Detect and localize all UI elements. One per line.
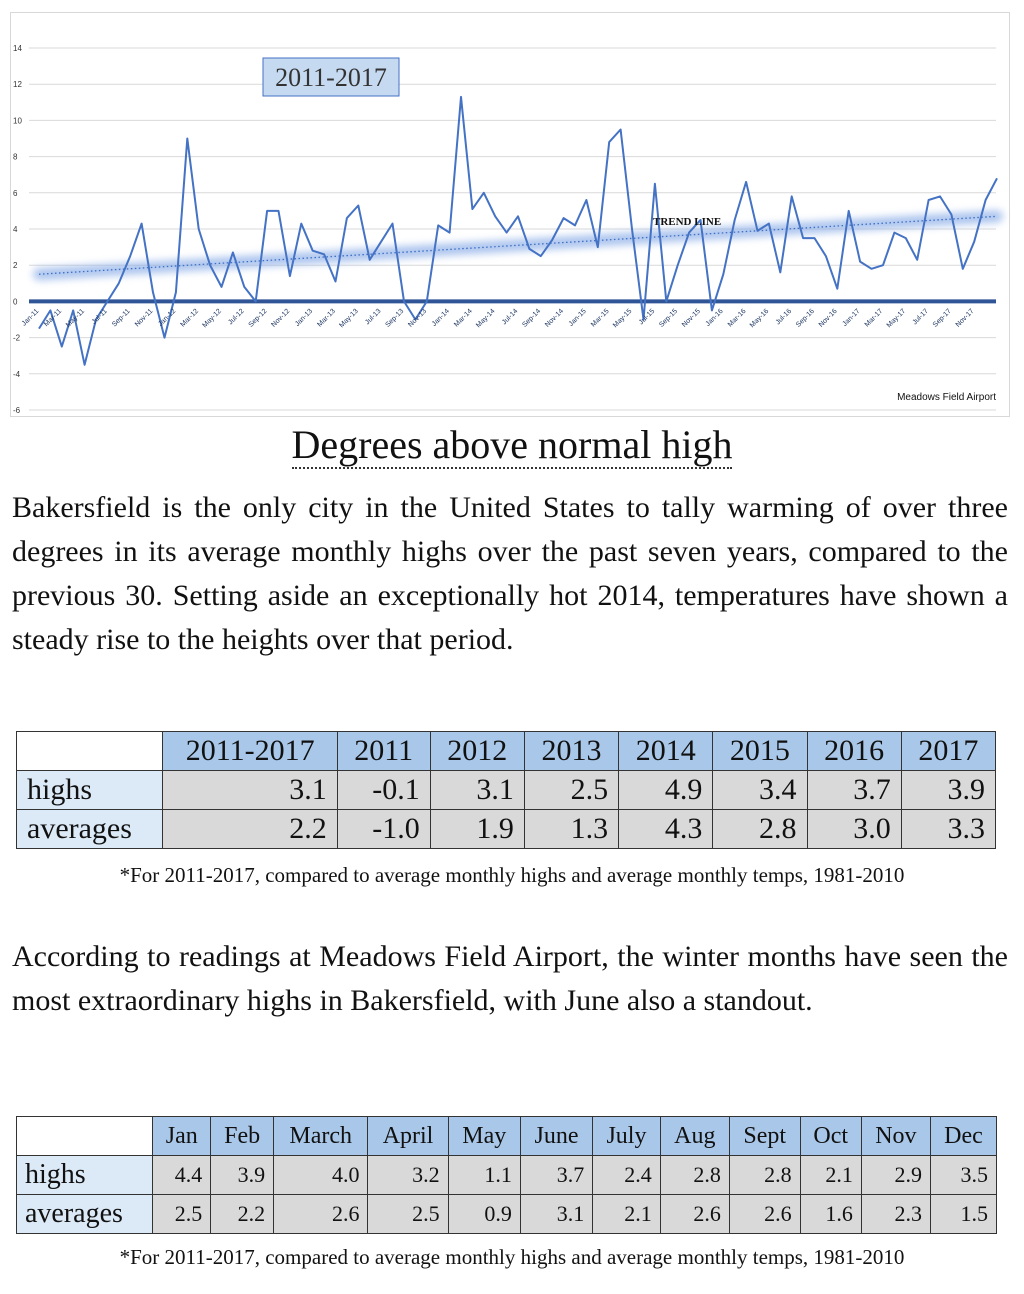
x-tick-label: Nov-15: [680, 307, 702, 329]
monthly-table-cell: 2.2: [211, 1195, 274, 1234]
monthly-table-cell: 3.1: [520, 1195, 592, 1234]
yearly-table-row-averages: [17, 810, 996, 849]
yearly-table-column-header: 2014: [619, 732, 713, 771]
yearly-table-row-highs: [17, 771, 996, 810]
y-tick-label: 0: [13, 297, 18, 307]
yearly-table-column-header: 2011: [337, 732, 430, 771]
x-tick-label: Mar-14: [453, 307, 474, 329]
monthly-table-body: [17, 1117, 997, 1234]
monthly-table-cell: 2.6: [729, 1195, 800, 1234]
x-tick-label: May-13: [338, 307, 360, 330]
yearly-table-column-header: 2013: [524, 732, 618, 771]
meadows-paragraph: According to readings at Meadows Field Airport, the winter months have seen the most extraordinary highs in Bakersfield, with June also a standout.: [12, 940, 1008, 1017]
yearly-table-cell: 4.9: [619, 771, 713, 810]
yearly-table-cell: -1.0: [337, 810, 430, 849]
yearly-table-column-header: 2015: [713, 732, 807, 771]
monthly-table-column-header: July: [593, 1117, 661, 1156]
x-tick-label: Mar-17: [863, 307, 885, 329]
x-tick-label: Jan-15: [567, 307, 588, 328]
monthly-table-cell: 4.4: [153, 1156, 211, 1195]
monthly-table-column-header: Dec: [930, 1117, 996, 1156]
y-tick-label: -4: [13, 369, 21, 379]
monthly-table-column-header: Oct: [800, 1117, 861, 1156]
x-tick-label: Nov-17: [954, 307, 976, 329]
x-tick-label: Nov-12: [270, 307, 292, 329]
monthly-table-column-header: March: [274, 1117, 368, 1156]
x-tick-label: May-15: [612, 307, 634, 330]
monthly-table-column-header: April: [368, 1117, 448, 1156]
yearly-table-cell: 1.9: [430, 810, 524, 849]
x-tick-label: Sep-13: [384, 307, 406, 329]
x-tick-label: May-17: [885, 307, 908, 330]
yearly-table-cell: 3.7: [807, 771, 901, 810]
x-tick-label: Jul-16: [774, 307, 794, 327]
y-tick-label: -2: [13, 333, 21, 343]
yearly-table-cell: -0.1: [337, 771, 430, 810]
yearly-table-corner-cell: [17, 732, 163, 771]
x-tick-label: May-16: [748, 307, 771, 330]
intro-paragraph: Bakersfield is the only city in the United States to tally warming of over three degrees in its average monthly highs over the past seven years, compared to the previous 30. Setting aside an exceptionally hot 2014, temperatures have shown a steady rise to the heights over that period.: [12, 491, 1008, 656]
y-tick-label: -6: [13, 406, 21, 415]
x-tick-label: Jan-14: [430, 307, 451, 328]
x-tick-label: Sep-16: [795, 307, 816, 329]
monthly-table-row-label: highs: [17, 1156, 153, 1195]
chart-caption-text: Degrees above normal high: [291, 422, 733, 467]
y-tick-label: 12: [13, 80, 22, 90]
monthly-table-column-header: Feb: [211, 1117, 274, 1156]
yearly-table-cell: 2.8: [713, 810, 807, 849]
monthly-table-cell: 1.6: [800, 1195, 861, 1234]
yearly-table-cell: 3.3: [901, 810, 995, 849]
chart-canvas: [11, 13, 1011, 418]
yearly-table-cell: 3.1: [430, 771, 524, 810]
x-tick-label: Sep-15: [658, 307, 680, 329]
yearly-table-cell: 3.9: [901, 771, 995, 810]
x-tick-label: Nov-14: [544, 307, 566, 329]
x-tick-label: Jan-16: [704, 307, 725, 328]
x-tick-label: Sep-12: [247, 307, 269, 329]
x-tick-label: Sep-11: [111, 307, 132, 329]
monthly-table-column-header: Sept: [729, 1117, 800, 1156]
monthly-table-row-highs: [17, 1156, 997, 1195]
monthly-table-header-row: [17, 1117, 997, 1156]
yearly-table-column-header: 2017: [901, 732, 995, 771]
monthly-table-column-header: Aug: [660, 1117, 729, 1156]
chart-caption: [0, 420, 1024, 470]
monthly-table-cell: 2.1: [800, 1156, 861, 1195]
yearly-table-body: [17, 732, 996, 849]
monthly-table-cell: 2.8: [660, 1156, 729, 1195]
y-tick-label: 2: [13, 261, 18, 271]
yearly-table-row-label: highs: [17, 771, 163, 810]
yearly-table-footnote: *For 2011-2017, compared to average monthly highs and average monthly temps, 1981-2010: [119, 863, 905, 887]
monthly-table: [16, 1116, 997, 1234]
monthly-table-column-header: Nov: [861, 1117, 930, 1156]
yearly-table-cell: 3.1: [163, 771, 337, 810]
y-tick-label: 10: [13, 116, 22, 126]
monthly-table-cell: 2.5: [153, 1195, 211, 1234]
monthly-table-cell: 3.9: [211, 1156, 274, 1195]
monthly-table-column-header: May: [448, 1117, 520, 1156]
source-label: Meadows Field Airport: [897, 392, 996, 403]
monthly-table-cell: 2.4: [593, 1156, 661, 1195]
monthly-table-cell: 2.6: [660, 1195, 729, 1234]
yearly-table-column-header: 2011-2017: [163, 732, 337, 771]
monthly-table-cell: 1.5: [930, 1195, 996, 1234]
yearly-table-cell: 4.3: [619, 810, 713, 849]
x-tick-label: Nov-16: [817, 307, 839, 329]
x-tick-label: Mar-12: [179, 307, 201, 329]
monthly-table-cell: 2.5: [368, 1195, 448, 1234]
monthly-table-column-header: Jan: [153, 1117, 211, 1156]
yearly-table-cell: 2.2: [163, 810, 337, 849]
yearly-table-cell: 1.3: [524, 810, 618, 849]
monthly-table-cell: 2.8: [729, 1156, 800, 1195]
y-tick-label: 8: [13, 152, 18, 162]
monthly-table-cell: 0.9: [448, 1195, 520, 1234]
x-tick-label: Mar-13: [316, 307, 337, 329]
x-tick-label: Jul-15: [637, 307, 657, 327]
x-tick-label: Jul-11: [90, 307, 109, 326]
yearly-table-header-row: [17, 732, 996, 771]
chart-title: 2011-2017: [275, 63, 387, 92]
x-tick-label: Jan-11: [20, 307, 41, 328]
monthly-table-cell: 2.6: [274, 1195, 368, 1234]
y-tick-label: 6: [13, 188, 18, 198]
monthly-table-cell: 2.1: [593, 1195, 661, 1234]
x-tick-label: Jul-14: [500, 307, 520, 327]
monthly-table-cell: 2.9: [861, 1156, 930, 1195]
monthly-table-cell: 1.1: [448, 1156, 520, 1195]
monthly-table-footnote: *For 2011-2017, compared to average monthly highs and average monthly temps, 1981-2010: [119, 1245, 905, 1269]
line-chart: [10, 12, 1010, 417]
monthly-table-cell: 3.7: [520, 1156, 592, 1195]
trend-line-label: TREND LINE: [653, 216, 722, 228]
x-tick-label: Jan-12: [157, 307, 178, 328]
yearly-table-cell: 3.4: [713, 771, 807, 810]
yearly-table-cell: 2.5: [524, 771, 618, 810]
monthly-table-row-averages: [17, 1195, 997, 1234]
x-tick-label: May-12: [201, 307, 223, 330]
yearly-table-cell: 3.0: [807, 810, 901, 849]
monthly-table-corner-cell: [17, 1117, 153, 1156]
monthly-table-cell: 4.0: [274, 1156, 368, 1195]
x-tick-label: Sep-14: [521, 307, 543, 329]
yearly-table: [16, 731, 996, 849]
x-tick-label: Jul-13: [364, 307, 383, 327]
monthly-table-row-label: averages: [17, 1195, 153, 1234]
x-tick-label: Sep-17: [931, 307, 953, 329]
yearly-table-column-header: 2016: [807, 732, 901, 771]
x-tick-label: May-11: [64, 307, 87, 329]
yearly-table-column-header: 2012: [430, 732, 524, 771]
x-tick-label: May-14: [475, 307, 497, 330]
monthly-table-cell: 3.5: [930, 1156, 996, 1195]
x-tick-label: Jan-13: [294, 307, 315, 328]
x-tick-label: Jul-12: [227, 307, 246, 327]
monthly-table-column-header: June: [520, 1117, 592, 1156]
x-tick-label: Mar-15: [590, 307, 611, 329]
x-tick-label: Nov-13: [407, 307, 429, 329]
monthly-table-cell: 2.3: [861, 1195, 930, 1234]
yearly-table-row-label: averages: [17, 810, 163, 849]
monthly-table-cell: 3.2: [368, 1156, 448, 1195]
x-tick-label: Nov-11: [133, 307, 155, 329]
x-tick-label: Mar-16: [726, 307, 748, 329]
y-tick-label: 14: [13, 44, 22, 53]
x-tick-label: Jul-17: [911, 307, 930, 327]
y-tick-label: 4: [13, 225, 18, 234]
x-tick-label: Mar-11: [42, 307, 64, 329]
x-tick-label: Jan-17: [841, 307, 862, 328]
